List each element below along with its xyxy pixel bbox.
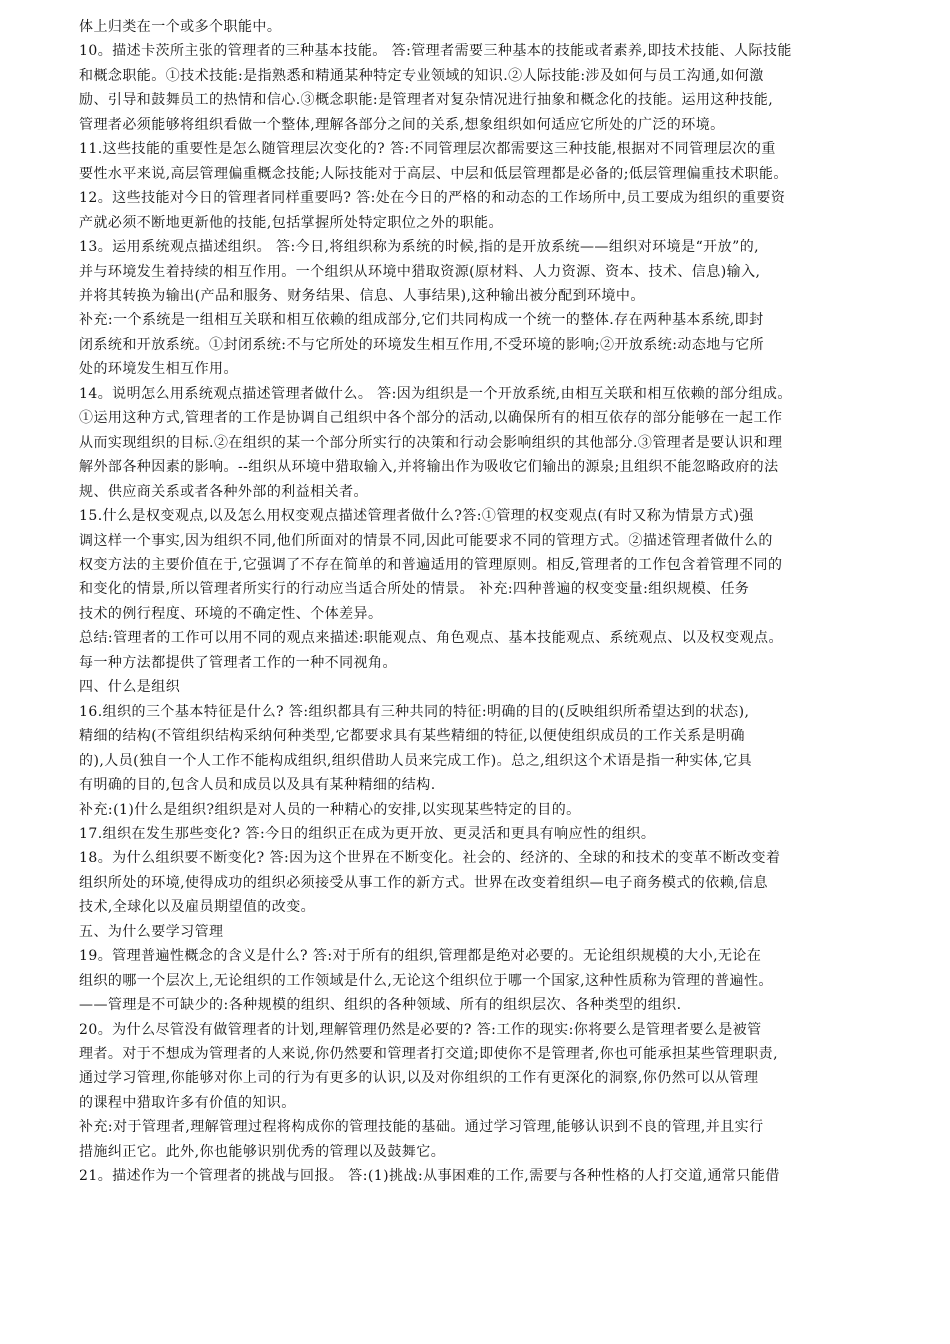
text-line: 权变方法的主要价值在于,它强调了不存在简单的和普遍适用的管理原则。相反,管理者的工作包含着管理不同的 [79, 556, 783, 573]
text-line: 21。描述作为一个管理者的挑战与回报。 答:(1)挑战:从事困难的工作,需要与各种性格的人打交道,通常只能借 [79, 1168, 780, 1185]
text-line: 13。运用系统观点描述组织。 答:今日,将组织称为系统的时候,指的是开放系统——组织对环境是“开放”的, [79, 239, 760, 256]
text-line: 理者。对于不想成为管理者的人来说,你仍然要和管理者打交道;即使你不是管理者,你也可能承担某些管理职责, [79, 1046, 779, 1063]
text-line: 处的环境发生相互作用。 [79, 361, 238, 378]
text-line: 规、供应商关系或者各种外部的利益相关者。 [79, 483, 368, 500]
text-line: 15.什么是权变观点,以及怎么用权变观点描述管理者做什么?答:①管理的权变观点(有时又称为情景方式)强 [79, 508, 754, 525]
text-line: 五、为什么要学习管理 [79, 923, 224, 940]
text-line: 补充:(1)什么是组织?组织是对人员的一种精心的安排,以实现某些特定的目的。 [79, 801, 581, 818]
text-line: 要性水平来说,高层管理偏重概念技能;人际技能对于高层、中层和低层管理都是必备的;低层管理偏重技术职能。 [79, 165, 788, 182]
text-line: 10。描述卡茨所主张的管理者的三种基本技能。 答:管理者需要三种基本的技能或者素养,即技术技能、人际技能 [79, 43, 792, 60]
text-line: 18。为什么组织要不断变化? 答:因为这个世界在不断变化。社会的、经济的、全球的和技术的变革不断改变着 [79, 850, 781, 867]
text-line: 措施纠正它。此外,你也能够识别优秀的管理以及鼓舞它。 [79, 1143, 446, 1160]
text-line: 组织所处的环境,使得成功的组织必须接受从事工作的新方式。世界在改变着组织—电子商务模式的依赖,信息 [79, 874, 768, 891]
text-line: ——管理是不可缺少的:各种规模的组织、组织的各种领域、所有的组织层次、各种类型的组织. [79, 997, 682, 1014]
text-line: 的),人员(独自一个人工作不能构成组织,组织借助人员来完成工作)。总之,组织这个术语是指一种实体,它具 [79, 752, 753, 769]
text-line: 补充:对于管理者,理解管理过程将构成你的管理技能的基础。通过学习管理,能够认识到不良的管理,并且实行 [79, 1119, 764, 1136]
text-line: 总结:管理者的工作可以用不同的观点来描述:职能观点、角色观点、基本技能观点、系统观点、以及权变观点。 [79, 630, 783, 647]
text-line: 组织的哪一个层次上,无论组织的工作领域是什么,无论这个组织位于哪一个国家,这种性质称为管理的普遍性。 [79, 972, 773, 989]
text-line: 调这样一个事实,因为组织不同,他们所面对的情景不同,因此可能要求不同的管理方式。②描述管理者做什么的 [79, 532, 773, 549]
text-line: 19。管理普遍性概念的含义是什么? 答:对于所有的组织,管理都是绝对必要的。无论组织规模的大小,无论在 [79, 948, 762, 965]
text-line: 解外部各种因素的影响。--组织从环境中猎取输入,并将输出作为吸收它们输出的源泉;且组织不能忽略政府的法 [79, 459, 779, 476]
text-line: 体上归类在一个或多个职能中。 [79, 19, 282, 35]
text-line: 20。为什么尽管没有做管理者的计划,理解管理仍然是必要的? 答:工作的现实:你将要么是管理者要么是被管 [79, 1021, 762, 1038]
text-line: 和概念职能。①技术技能:是指熟悉和精通某种特定专业领域的知识.②人际技能:涉及如何与员工沟通,如何激 [79, 67, 764, 84]
text-line: 17.组织在发生那些变化? 答:今日的组织正在成为更开放、更灵活和更具有响应性的组织。 [79, 825, 656, 842]
text-line: 并与环境发生着持续的相互作用。一个组织从环境中猎取资源(原材料、人力资源、资本、技术、信息)输入, [79, 263, 761, 280]
text-line: 12。这些技能对今日的管理者同样重要吗? 答:处在今日的严格的和动态的工作场所中,员工要成为组织的重要资 [79, 190, 786, 207]
text-line: 闭系统和开放系统。①封闭系统:不与它所处的环境发生相互作用,不受环境的影响;②开放系统:动态地与它所 [79, 336, 765, 353]
text-line: 管理者必须能够将组织看做一个整体,理解各部分之间的关系,想象组织如何适应它所处的广泛的环境。 [79, 116, 725, 133]
text-line: ①运用这种方式,管理者的工作是协调自己组织中各个部分的活动,以确保所有的相互依存的部分能够在一起工作 [79, 410, 783, 427]
text-line: 14。说明怎么用系统观点描述管理者做什么。 答:因为组织是一个开放系统,由相互关联和相互依赖的部分组成。 [79, 385, 792, 402]
text-line: 产就必须不断地更新他的技能,包括掌握所处特定职位之外的职能。 [79, 214, 503, 231]
text-line: 四、什么是组织 [79, 679, 181, 696]
text-line: 16.组织的三个基本特征是什么? 答:组织都具有三种共同的特征:明确的目的(反映组织所希望达到的状态), [79, 703, 750, 720]
text-line: 的课程中猎取许多有价值的知识。 [79, 1094, 296, 1111]
text-line: 有明确的目的,包含人员和成员以及具有某种精细的结构. [79, 777, 436, 794]
text-line: 通过学习管理,你能够对你上司的行为有更多的认识,以及对你组织的工作有更深化的洞察,你仍然可以从管理 [79, 1070, 759, 1087]
text-line: 11.这些技能的重要性是怎么随管理层次变化的? 答:不同管理层次都需要这三种技能,根据对不同管理层次的重 [79, 141, 776, 158]
text-line: 和变化的情景,所以管理者所实行的行动应当适合所处的情景。 补充:四种普遍的权变变量:组织规模、任务 [79, 581, 750, 598]
text-line: 励、引导和鼓舞员工的热情和信心.③概念职能:是管理者对复杂情况进行抽象和概念化的技能。运用这种技能, [79, 92, 774, 109]
text-line: 技术,全球化以及雇员期望值的改变。 [79, 899, 316, 916]
text-line: 并将其转换为输出(产品和服务、财务结果、信息、人事结果),这种输出被分配到环境中。 [79, 287, 645, 304]
text-line: 技术的例行程度、环境的不确定性、个体差异。 [79, 605, 383, 622]
text-line: 每一种方法都提供了管理者工作的一种不同视角。 [79, 654, 397, 671]
text-line: 从而实现组织的目标.②在组织的某一个部分所实行的决策和行动会影响组织的其他部分.③管理者是要认识和理 [79, 434, 783, 451]
text-line: 精细的结构(不管组织结构采纳何种类型,它都要求具有某些精细的特征,以便使组织成员的工作关系是明确 [79, 728, 745, 745]
text-line: 补充:一个系统是一组相互关联和相互依赖的组成部分,它们共同构成一个统一的整体.存在两种基本系统,即封 [79, 312, 764, 329]
